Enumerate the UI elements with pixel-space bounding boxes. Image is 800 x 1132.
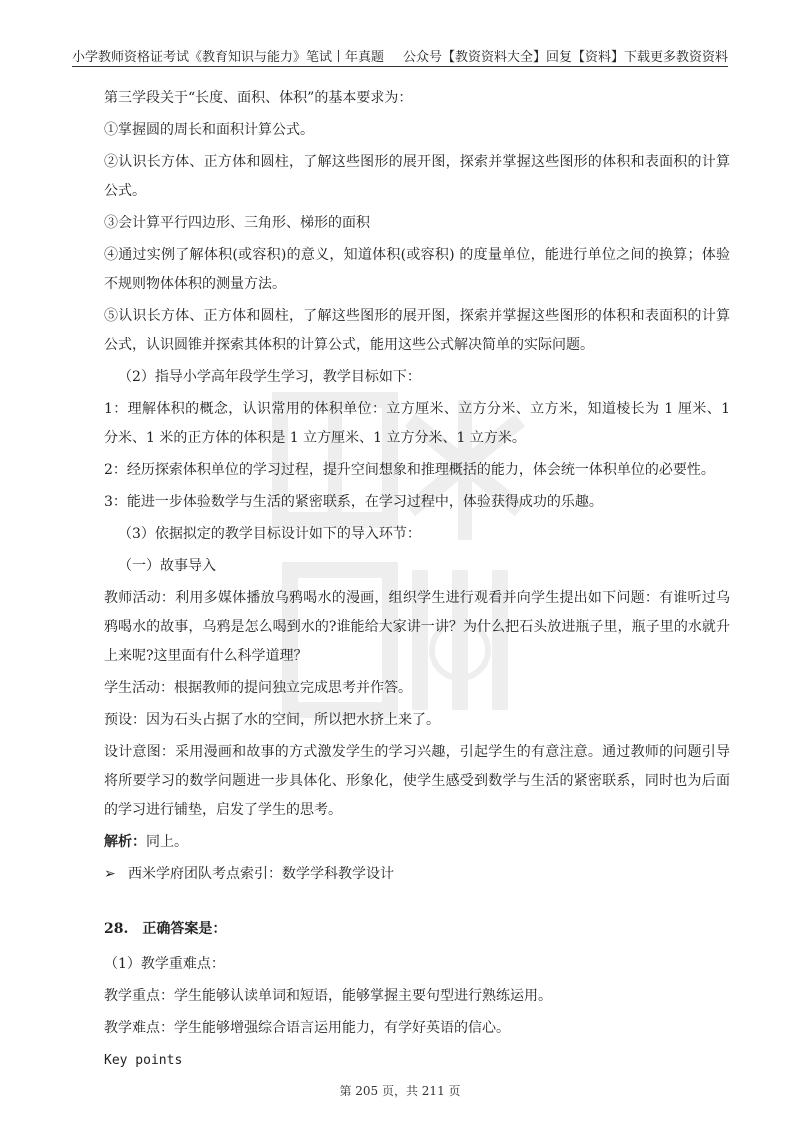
paragraph: ⑤认识长方体、正方体和圆柱，了解这些图形的展开图，探索并掌握这些图形的体积和表面积的计算公式，认识圆锥并探索其体积的计算公式，能用这些公式解决简单的实际问题。	[104, 308, 730, 353]
page-footer: 第 205 页，共 211 页	[339, 1084, 461, 1098]
paragraph: ②认识长方体、正方体和圆柱，了解这些图形的展开图，探索并掌握这些图形的体积和表面积的计算公式。	[104, 154, 730, 199]
document-body	[104, 84, 730, 1078]
key-points-heading: Key points	[104, 1053, 183, 1068]
paragraph: 教师活动：利用多媒体播放乌鸦喝水的漫画，组织学生进行观看并向学生提出如下问题：有谁听过乌鸦喝水的故事，乌鸦是怎么喝到水的?谁能给大家讲一讲？为什么把石头放进瓶子里，瓶子里的水就升上来呢?这里面有什么科学道理？	[104, 590, 730, 664]
paragraph: （1）教学重难点：	[104, 956, 225, 972]
paragraph: ①掌握圆的周长和面积计算公式。	[104, 122, 314, 138]
paragraph: 教学重点：学生能够认读单词和短语，能够掌握主要句型进行熟练运用。	[104, 988, 552, 1004]
paragraph: 2：经历探索体积单位的学习过程，提升空间想象和推理概括的能力，体会统一体积单位的必要性。	[104, 462, 715, 478]
paragraph: 第三学段关于“长度、面积、体积”的基本要求为：	[104, 90, 413, 106]
bullet-arrow-icon: ➢	[104, 866, 116, 882]
paragraph: 学生活动：根据教师的提问独立完成思考并作答。	[104, 680, 412, 696]
paragraph: 1：理解体积的概念，认识常用的体积单位：立方厘米、立方分米、立方米，知道棱长为 1 厘米、1 分米、1 米的正方体的体积是 1 立方厘米、1 立方分米、1 立方米。	[104, 401, 730, 446]
paragraph: ③会计算平行四边形、三角形、梯形的面积	[104, 215, 370, 231]
paragraph: 教学难点：学生能够增强综合语言运用能力，有学好英语的信心。	[104, 1020, 510, 1036]
paragraph: （3）依据拟定的教学目标设计如下的导入环节：	[118, 526, 421, 542]
answer-title: 28. 正确答案是：	[104, 921, 227, 937]
paragraph: 3：能进一步体验数学与生活的紧密联系，在学习过程中，体验获得成功的乐趣。	[104, 494, 603, 510]
header-right-text: 公众号【教资资料大全】回复【资料】下载更多教资资料	[402, 50, 728, 65]
analysis-text: 同上。	[146, 834, 188, 850]
index-text: 西米学府团队考点索引：数学学科教学设计	[128, 866, 394, 882]
index-bullet-line	[104, 860, 730, 889]
analysis-paragraph	[104, 828, 730, 857]
paragraph: ④通过实例了解体积(或容积)的意义，知道体积(或容积) 的度量单位，能进行单位之间的换算；体验不规则物体体积的测量方法。	[104, 247, 730, 292]
header-left-text: 小学教师资格证考试《教育知识与能力》笔试丨年真题	[72, 50, 385, 65]
paragraph: 设计意图：采用漫画和故事的方式激发学生的学习兴趣，引起学生的有意注意。通过教师的问题引导将所要学习的数学问题进一步具体化、形象化，使学生感受到数学与生活的紧密联系，同时也为后面的学习进行铺垫，启发了学生的思考。	[104, 744, 730, 818]
paragraph: （2）指导小学高年段学生学习，教学目标如下：	[118, 369, 421, 385]
paragraph: （一）故事导入	[118, 558, 216, 574]
page-header	[72, 44, 728, 67]
paragraph: 预设：因为石头占据了水的空间，所以把水挤上来了。	[104, 712, 440, 728]
analysis-label: 解析：	[104, 834, 146, 850]
